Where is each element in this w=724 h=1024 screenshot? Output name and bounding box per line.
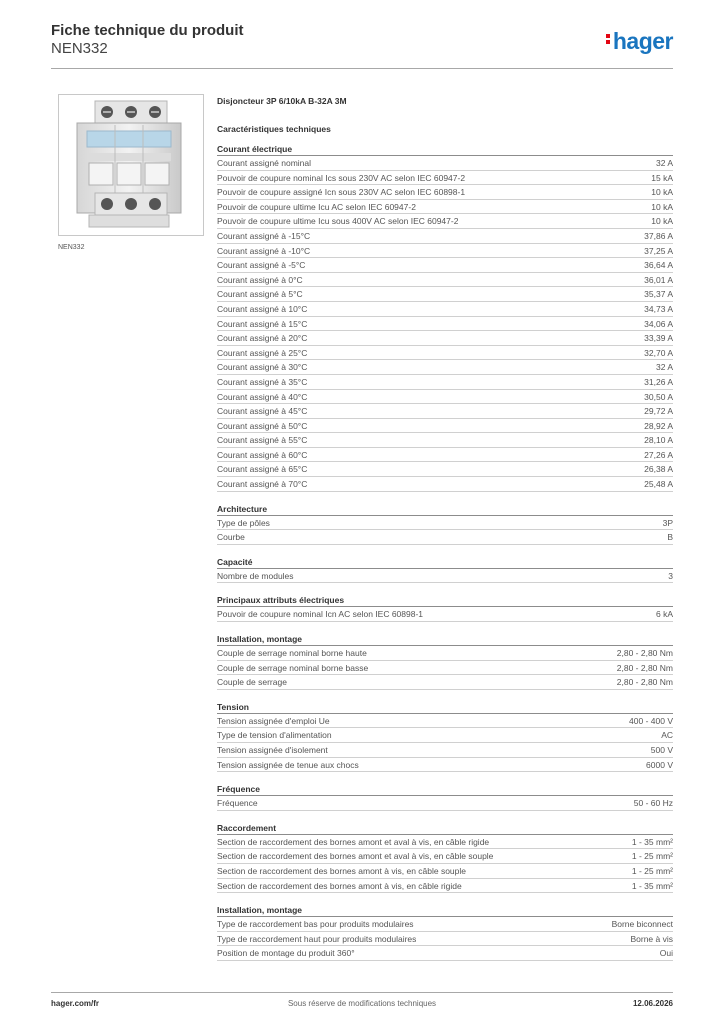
spec-row xyxy=(217,244,673,259)
spec-label: Position de montage du produit 360° xyxy=(217,948,355,959)
spec-value: 2,80 - 2,80 Nm xyxy=(616,648,673,659)
spec-value: 3 xyxy=(668,570,673,581)
section-title: Architecture xyxy=(217,502,673,516)
spec-value: Borne à vis xyxy=(630,933,673,944)
spec-row xyxy=(217,607,673,622)
spec-section xyxy=(217,700,673,772)
spec-row xyxy=(217,229,673,244)
spec-label: Type de pôles xyxy=(217,517,270,528)
spec-value: 32 A xyxy=(655,362,673,373)
spec-value: 32,70 A xyxy=(644,347,673,358)
spec-label: Courant assigné à 30°C xyxy=(217,362,308,373)
spec-row xyxy=(217,360,673,375)
spec-row xyxy=(217,864,673,879)
section-title: Principaux attributs électriques xyxy=(217,593,673,607)
spec-value: 50 - 60 Hz xyxy=(633,798,673,809)
spec-label: Section de raccordement des bornes amont et aval à vis, en câble rigide xyxy=(217,836,490,847)
spec-label: Tension assignée de tenue aux chocs xyxy=(217,759,359,770)
spec-label: Courant assigné à 70°C xyxy=(217,479,308,490)
spec-label: Courant assigné à -15°C xyxy=(217,230,311,241)
spec-value: 6000 V xyxy=(646,759,673,770)
spec-section xyxy=(217,142,673,492)
spec-row xyxy=(217,675,673,690)
spec-content xyxy=(217,92,673,961)
spec-row xyxy=(217,714,673,729)
spec-value: 10 kA xyxy=(651,187,673,198)
spec-row xyxy=(217,743,673,758)
footer-website[interactable]: hager.com/fr xyxy=(51,999,100,1008)
spec-section xyxy=(217,632,673,690)
spec-value: 2,80 - 2,80 Nm xyxy=(616,662,673,673)
spec-value: 500 V xyxy=(650,745,673,755)
tech-heading: Caractéristiques techniques xyxy=(217,124,331,134)
section-title: Courant électrique xyxy=(217,142,673,156)
spec-label: Pouvoir de coupure nominal Icn AC selon IEC 60898-1 xyxy=(217,609,424,620)
spec-label: Courant assigné à 50°C xyxy=(217,420,308,431)
logo-text: hager xyxy=(612,28,673,54)
footer-notice: Sous réserve de modifications techniques xyxy=(287,999,437,1008)
spec-label: Pouvoir de coupure ultime Icu sous 400V AC selon IEC 60947-2 xyxy=(217,216,459,227)
hager-logo xyxy=(606,28,673,55)
spec-label: Section de raccordement des bornes amont et aval à vis, en câble souple xyxy=(217,851,494,862)
spec-label: Courant assigné nominal xyxy=(217,158,312,168)
spec-row xyxy=(217,932,673,947)
spec-row xyxy=(217,317,673,332)
spec-section xyxy=(217,782,673,811)
spec-value: 400 - 400 V xyxy=(629,715,673,726)
spec-value: 34,73 A xyxy=(644,303,673,314)
spec-row xyxy=(217,879,673,894)
spec-value: 1 - 35 mm² xyxy=(631,836,673,847)
spec-value: 37,25 A xyxy=(644,245,673,256)
spec-value: 1 - 25 mm² xyxy=(631,865,673,876)
spec-value: AC xyxy=(661,730,673,741)
section-title: Tension xyxy=(217,700,673,714)
spec-label: Section de raccordement des bornes amont à vis, en câble souple xyxy=(217,865,467,876)
spec-value: 10 kA xyxy=(651,201,673,212)
section-title: Installation, montage xyxy=(217,903,673,917)
spec-label: Courant assigné à 10°C xyxy=(217,303,308,314)
spec-row xyxy=(217,390,673,405)
spec-value: 1 - 25 mm² xyxy=(631,851,673,862)
spec-value: 6 kA xyxy=(655,609,673,620)
spec-row xyxy=(217,302,673,317)
spec-value: 15 kA xyxy=(651,172,673,183)
spec-row xyxy=(217,661,673,676)
spec-label: Tension assignée d'emploi Ue xyxy=(217,715,330,726)
spec-value: 26,38 A xyxy=(644,464,673,475)
spec-label: Fréquence xyxy=(217,798,258,809)
spec-row xyxy=(217,462,673,477)
spec-value: 28,10 A xyxy=(644,435,673,446)
spec-label: Pouvoir de coupure nominal Ics sous 230V AC selon IEC 60947-2 xyxy=(217,172,466,183)
spec-value: B xyxy=(667,532,673,543)
spec-label: Courant assigné à 60°C xyxy=(217,449,308,460)
spec-value: 28,92 A xyxy=(644,420,673,431)
spec-label: Courant assigné à 0°C xyxy=(217,274,303,285)
spec-row xyxy=(217,287,673,302)
spec-row xyxy=(217,375,673,390)
spec-value: Borne biconnect xyxy=(611,919,673,930)
section-title: Capacité xyxy=(217,555,673,569)
spec-value: 37,86 A xyxy=(644,230,673,241)
spec-value: 36,01 A xyxy=(644,274,673,285)
spec-row xyxy=(217,448,673,463)
spec-row xyxy=(217,185,673,200)
page-footer xyxy=(51,992,673,1012)
spec-label: Couple de serrage nominal borne haute xyxy=(217,648,367,659)
spec-label: Courant assigné à 65°C xyxy=(217,464,308,475)
spec-value: Oui xyxy=(659,948,673,959)
spec-value: 35,37 A xyxy=(644,289,673,300)
spec-label: Courant assigné à 55°C xyxy=(217,435,308,446)
spec-row xyxy=(217,171,673,186)
spec-label: Tension assignée d'isolement xyxy=(217,745,328,755)
spec-row xyxy=(217,404,673,419)
spec-value: 31,26 A xyxy=(644,376,673,387)
spec-row xyxy=(217,477,673,492)
spec-value: 30,50 A xyxy=(644,391,673,402)
section-title: Fréquence xyxy=(217,782,673,796)
spec-row xyxy=(217,273,673,288)
spec-row xyxy=(217,946,673,961)
spec-value: 33,39 A xyxy=(644,333,673,344)
product-code: NEN332 xyxy=(51,40,108,57)
spec-section xyxy=(217,821,673,893)
spec-section xyxy=(217,502,673,545)
spec-row xyxy=(217,419,673,434)
spec-row xyxy=(217,849,673,864)
spec-row xyxy=(217,917,673,932)
logo-dots-icon xyxy=(606,32,611,46)
spec-section xyxy=(217,593,673,622)
circuit-breaker-icon xyxy=(59,95,203,235)
section-title: Installation, montage xyxy=(217,632,673,646)
spec-sections xyxy=(217,142,673,961)
spec-row xyxy=(217,569,673,584)
spec-row xyxy=(217,758,673,773)
spec-label: Pouvoir de coupure assigné Icn sous 230V AC selon IEC 60898-1 xyxy=(217,187,466,198)
spec-label: Courant assigné à 45°C xyxy=(217,406,308,417)
spec-row xyxy=(217,156,673,171)
spec-value: 25,48 A xyxy=(644,479,673,490)
spec-row xyxy=(217,530,673,545)
spec-row xyxy=(217,646,673,661)
spec-label: Pouvoir de coupure ultime Icu AC selon IEC 60947-2 xyxy=(217,201,416,212)
spec-row xyxy=(217,835,673,850)
spec-label: Courbe xyxy=(217,532,245,543)
spec-label: Couple de serrage xyxy=(217,677,287,688)
spec-section xyxy=(217,903,673,961)
product-name: Disjoncteur 3P 6/10kA B-32A 3M xyxy=(217,96,347,106)
product-image xyxy=(58,94,204,236)
spec-value: 2,80 - 2,80 Nm xyxy=(616,677,673,688)
spec-label: Courant assigné à 15°C xyxy=(217,318,308,329)
spec-label: Courant assigné à 20°C xyxy=(217,333,308,344)
spec-value: 32 A xyxy=(655,158,673,168)
spec-label: Type de raccordement bas pour produits modulaires xyxy=(217,919,414,930)
spec-label: Type de raccordement haut pour produits modulaires xyxy=(217,933,417,944)
spec-label: Courant assigné à 5°C xyxy=(217,289,303,300)
spec-value: 1 - 35 mm² xyxy=(631,880,673,891)
spec-label: Courant assigné à -5°C xyxy=(217,260,306,271)
spec-row xyxy=(217,346,673,361)
spec-row xyxy=(217,214,673,229)
spec-value: 10 kA xyxy=(651,216,673,227)
spec-row xyxy=(217,258,673,273)
spec-label: Nombre de modules xyxy=(217,570,294,581)
spec-row xyxy=(217,200,673,215)
spec-label: Section de raccordement des bornes amont à vis, en câble rigide xyxy=(217,880,462,891)
footer-date: 12.06.2026 xyxy=(632,999,673,1008)
spec-value: 3P xyxy=(662,517,673,528)
spec-label: Couple de serrage nominal borne basse xyxy=(217,662,369,673)
spec-value: 36,64 A xyxy=(644,260,673,271)
spec-label: Courant assigné à 25°C xyxy=(217,347,308,358)
spec-row xyxy=(217,728,673,743)
spec-row xyxy=(217,796,673,811)
section-title: Raccordement xyxy=(217,821,673,835)
spec-label: Courant assigné à 40°C xyxy=(217,391,308,402)
page-header xyxy=(51,22,673,69)
spec-row xyxy=(217,433,673,448)
spec-label: Type de tension d'alimentation xyxy=(217,730,332,741)
spec-value: 34,06 A xyxy=(644,318,673,329)
spec-row xyxy=(217,516,673,531)
spec-value: 27,26 A xyxy=(644,449,673,460)
spec-value: 29,72 A xyxy=(644,406,673,417)
image-caption: NEN332 xyxy=(58,244,85,251)
spec-section xyxy=(217,555,673,584)
spec-label: Courant assigné à -10°C xyxy=(217,245,311,256)
spec-row xyxy=(217,331,673,346)
spec-label: Courant assigné à 35°C xyxy=(217,376,308,387)
page-title: Fiche technique du produit xyxy=(51,22,244,39)
